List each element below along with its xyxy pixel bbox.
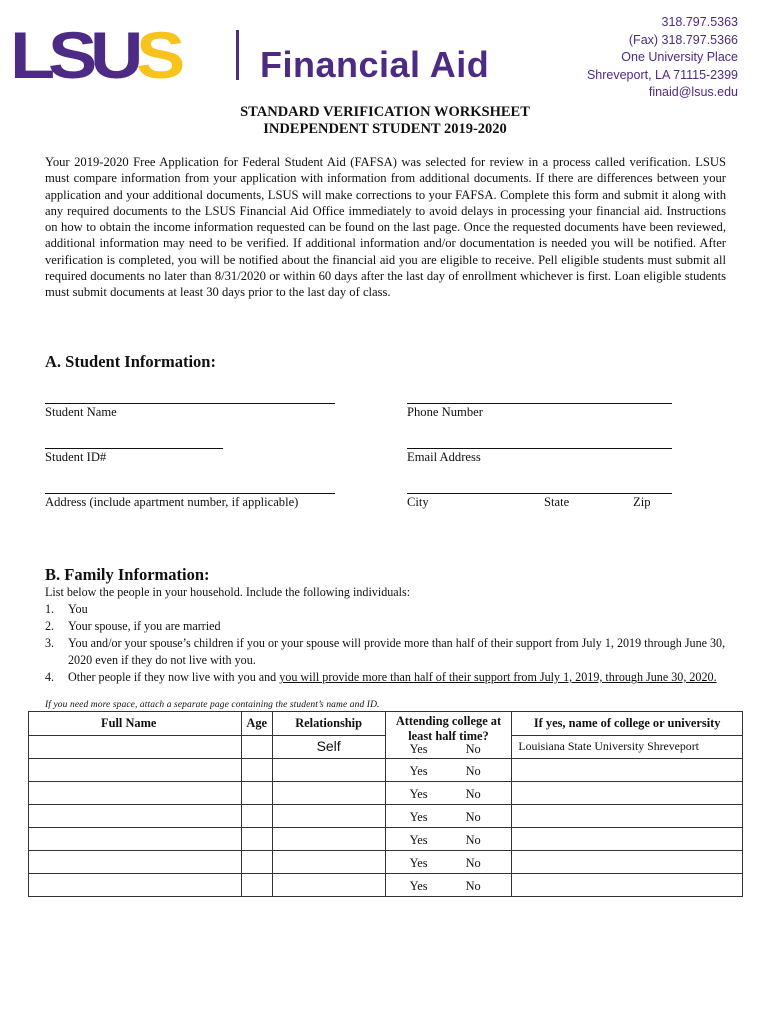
family-instructions-block [45,584,726,686]
row-7-no[interactable]: No [465,879,481,893]
row-4-college[interactable] [512,805,743,828]
zip-label: Zip [633,495,651,509]
logo-tagline: Financial Aid [260,44,490,85]
row-4-yes[interactable]: Yes [409,810,428,824]
email-line[interactable] [407,435,672,449]
logo-letter-s-gold: S [136,18,184,92]
email-field[interactable] [407,435,672,465]
contact-city: Shreveport, LA 71115-2399 [586,67,738,82]
logo-letter-u: U [90,18,142,92]
student-name-label: Student Name [45,405,117,419]
row-7-college[interactable] [512,874,743,897]
header-attending-text: Attending college at least half time? [395,714,502,743]
city-label: City [407,495,429,509]
worksheet-title [0,104,770,138]
header-full-name: Full Name [29,712,242,736]
row-6-yes[interactable]: Yes [409,856,428,870]
contact-fax: (Fax) 318.797.5366 [628,32,738,47]
row-7-relationship[interactable] [272,874,385,897]
row-3-attending[interactable] [385,782,512,805]
household-table-header [29,712,743,736]
family-item-4 [45,669,726,686]
title-line-1: STANDARD VERIFICATION WORKSHEET [240,104,530,120]
row-6-name[interactable] [29,851,242,874]
family-item-1-num: 1. [45,602,55,616]
row-5-name[interactable] [29,828,242,851]
row-6-age[interactable] [241,851,272,874]
table-row [29,874,743,897]
family-item-1 [45,601,726,618]
row-2-college[interactable] [512,759,743,782]
contact-street: One University Place [621,50,738,64]
row-4-attending[interactable] [385,805,512,828]
section-a-title: A. Student Information: [45,352,216,371]
family-item-4-text: Other people if they now live with you and [68,670,280,684]
row-6-attending[interactable] [385,851,512,874]
row-5-relationship[interactable] [272,828,385,851]
family-item-3-text: You and/or your spouse’s children if you or your spouse will provide more than half of their support from July 1, 2019 through June 30, 2020 even if they do not live with you. [68,636,726,667]
row-7-age[interactable] [241,874,272,897]
student-name-line[interactable] [45,390,335,404]
household-table [28,711,743,897]
row-2-attending[interactable] [385,759,512,782]
row-5-no[interactable]: No [465,833,481,847]
student-name-field[interactable] [45,390,335,420]
student-id-field[interactable] [45,435,223,465]
state-label: State [544,495,570,509]
contact-block [587,14,738,102]
address-field[interactable] [45,480,335,510]
row-7-attending[interactable] [385,874,512,897]
family-item-3 [45,635,726,669]
row-2-age[interactable] [241,759,272,782]
family-item-3-num: 3. [45,636,55,650]
row-3-name[interactable] [29,782,242,805]
logo-letter-l: L [10,18,53,92]
table-row [29,805,743,828]
row-3-relationship[interactable] [272,782,385,805]
table-row [29,759,743,782]
table-row [29,782,743,805]
header-college: If yes, name of college or university [512,712,743,736]
student-id-line[interactable] [45,435,223,449]
header-relationship: Relationship [272,712,385,736]
row-7-yes[interactable]: Yes [409,879,428,893]
row-3-yes[interactable]: Yes [409,787,428,801]
family-item-1-text: You [68,602,88,616]
row-6-relationship[interactable] [272,851,385,874]
family-item-2-num: 2. [45,619,55,633]
city-state-zip-line[interactable] [407,480,672,494]
family-instructions: List below the people in your household. Include the following individuals: [45,585,411,599]
phone-number-label: Phone Number [407,405,483,419]
row-4-age[interactable] [241,805,272,828]
contact-phone: 318.797.5363 [661,15,738,29]
contact-email: finaid@lsus.edu [648,85,738,99]
row-1-relationship[interactable]: Self [272,735,385,759]
row-7-name[interactable] [29,874,242,897]
row-1-age[interactable] [241,735,272,759]
header-attending-yn [386,744,512,758]
row-1-college[interactable]: Louisiana State University Shreveport [512,735,743,759]
row-2-yes[interactable]: Yes [409,764,428,778]
row-1-yes[interactable]: Yes [409,742,428,756]
city-state-zip-labels [407,495,672,510]
row-5-yes[interactable]: Yes [409,833,428,847]
logo-letter-s: S [48,18,96,92]
row-6-college[interactable] [512,851,743,874]
section-b-title: B. Family Information: [45,565,210,584]
row-5-attending[interactable] [385,828,512,851]
row-2-relationship[interactable] [272,759,385,782]
row-1-no[interactable]: No [465,742,481,756]
title-line-2: INDEPENDENT STUDENT 2019-2020 [263,121,507,137]
family-item-2 [45,618,726,635]
row-6-no[interactable]: No [465,856,481,870]
row-4-name[interactable] [29,805,242,828]
address-label: Address (include apartment number, if applicable) [45,495,299,509]
phone-number-line[interactable] [407,390,672,404]
row-3-college[interactable] [512,782,743,805]
row-3-age[interactable] [241,782,272,805]
intro-paragraph: Your 2019-2020 Free Application for Federal Student Aid (FAFSA) was selected for review in a process called verification. LSUS must compare information from your application with information from additional documents. If there are differences between your application and your additional documents, LSUS will make corrections to your FAFSA. Complete this form and submit it along with any required documents to the LSUS Financial Aid Office immediately to avoid delays in processing your financial aid. Instructions on how to obtain the income information requested can be found on the last page. Once the requested documents have been reviewed, additional information may need to be verified. If additional information and/or documentation is needed you will be notified. After verification is completed, you will be notified about the financial aid you are eligible to receive. Pell eligible students must submit all required documents no later than 8/31/2020 or within 60 days after the last day of enrollment whichever is first. Loan eligible students must submit documents at least 30 days prior to the last day of class. [45,155,726,300]
city-state-zip-field[interactable] [407,480,672,510]
family-item-4-underlined: you will provide more than half of their support from July 1, 2019, through June 30, 2020. [279,670,717,684]
email-label: Email Address [407,450,481,464]
row-4-relationship[interactable] [272,805,385,828]
table-row [29,828,743,851]
row-5-age[interactable] [241,828,272,851]
row-2-name[interactable] [29,759,242,782]
row-5-college[interactable] [512,828,743,851]
row-2-no[interactable]: No [465,764,481,778]
logo-divider [236,30,239,80]
student-id-label: Student ID# [45,450,107,464]
family-item-2-text: Your spouse, if you are married [68,619,221,633]
family-item-4-num: 4. [45,670,55,684]
lsus-logo [10,18,184,92]
more-space-note: If you need more space, attach a separate page containing the student’s name and ID. [45,700,380,710]
header-age: Age [241,712,272,736]
phone-number-field[interactable] [407,390,672,420]
row-4-no[interactable]: No [465,810,481,824]
table-row [29,851,743,874]
address-line[interactable] [45,480,335,494]
header-attending [385,712,512,759]
row-1-name[interactable] [29,735,242,759]
row-3-no[interactable]: No [465,787,481,801]
